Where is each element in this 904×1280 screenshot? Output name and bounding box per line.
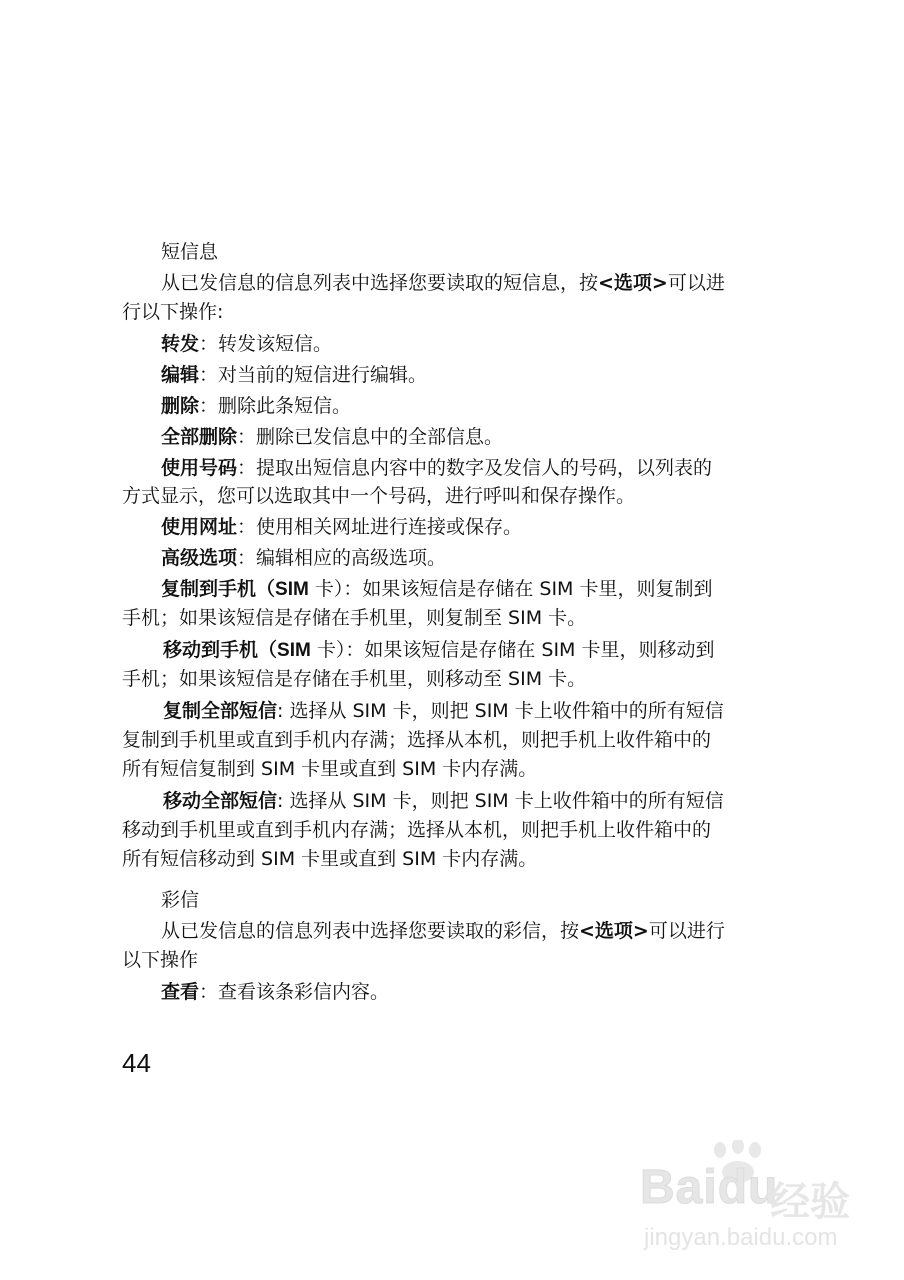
item-text: ：查看该条彩信内容。 — [199, 981, 390, 1003]
item-text: : 选择从 SIM 卡，则把 SIM 卡上收件箱中的所有短信 — [277, 700, 724, 722]
item-use-number — [161, 455, 712, 481]
item-use-number-cont: 方式显示，您可以选取其中一个号码，进行呼叫和保存操作。 — [122, 485, 636, 507]
item-text: 删除已发信息中的全部信息。 — [256, 426, 504, 448]
item-text: 转发该短信。 — [218, 333, 333, 355]
item-label: 删除 — [161, 395, 200, 417]
item-view — [161, 979, 389, 1005]
item-label: 移动全部短信 — [163, 790, 278, 812]
item-label-tail: 卡） — [308, 578, 344, 600]
item-text: 删除此条短信。 — [218, 395, 352, 417]
item-forward — [161, 331, 332, 357]
sms-intro-options: <选项> — [598, 272, 668, 294]
item-text: ：如果该短信是存储在 SIM 卡里，则复制到 — [343, 578, 713, 600]
item-copy-all — [163, 698, 724, 724]
mms-intro-options: <选项> — [579, 920, 649, 942]
item-copy-to-phone — [161, 576, 712, 602]
item-label: 使用号码 — [161, 457, 238, 479]
item-delete — [161, 393, 351, 419]
mms-intro-line2: 以下操作 — [122, 949, 199, 971]
baidu-jingyan-watermark — [640, 1140, 890, 1260]
item-move-to-phone — [163, 637, 714, 663]
item-label-sim: SIM — [275, 579, 309, 600]
item-move-all-cont1: 移动到手机里或直到手机内存满；选择从本机，则把手机上收件箱中的 — [122, 819, 712, 841]
item-copy-all-cont2: 所有短信复制到 SIM 卡里或直到 SIM 卡内存满。 — [122, 758, 538, 780]
mms-heading: 彩信 — [161, 889, 200, 911]
sms-intro-line2: 行以下操作: — [122, 301, 224, 323]
item-text: ：使用相关网址进行连接或保存。 — [237, 516, 523, 538]
item-label-sim: SIM — [277, 640, 311, 661]
sms-intro-text: 从已发信息的信息列表中选择您要读取的短信息，按 — [161, 272, 599, 294]
mms-intro-tail: 可以进行 — [648, 920, 725, 942]
item-move-to-phone-cont: 手机；如果该短信是存储在手机里，则移动至 SIM 卡。 — [122, 668, 587, 690]
item-label: 复制到手机（ — [161, 578, 276, 600]
item-label: 高级选项 — [161, 547, 238, 569]
item-text: 对当前的短信进行编辑。 — [218, 364, 428, 386]
item-label-tail: 卡） — [310, 639, 346, 661]
page-number: 44 — [122, 1048, 151, 1078]
item-text: ：编辑相应的高级选项。 — [237, 547, 447, 569]
item-edit — [161, 362, 427, 388]
item-label: 使用网址 — [161, 516, 238, 538]
item-label: 查看 — [161, 981, 200, 1003]
sms-heading: 短信息 — [161, 241, 219, 263]
item-move-all — [163, 788, 724, 814]
item-text: : 选择从 SIM 卡，则把 SIM 卡上收件箱中的所有短信 — [277, 790, 724, 812]
watermark-logo-cn: 经验 — [770, 1179, 850, 1225]
item-sep: ： — [199, 364, 219, 386]
item-text: ：如果该短信是存储在 SIM 卡里，则移动到 — [345, 639, 715, 661]
item-delete-all — [161, 424, 503, 450]
item-copy-to-phone-cont: 手机；如果该短信是存储在手机里，则复制至 SIM 卡。 — [122, 607, 587, 629]
item-use-url — [161, 514, 522, 540]
item-advanced — [161, 545, 446, 571]
item-sep: ： — [237, 426, 257, 448]
item-sep: ： — [199, 395, 219, 417]
watermark-url: jingyan.baidu.com — [644, 1224, 838, 1251]
item-sep: ： — [199, 333, 219, 355]
item-label: 移动到手机（ — [163, 639, 278, 661]
watermark-logo-text: Baidu — [640, 1161, 779, 1214]
sms-intro-line1 — [161, 270, 725, 296]
item-label: 全部删除 — [161, 426, 238, 448]
mms-intro-line1 — [161, 918, 725, 944]
item-label: 转发 — [161, 333, 200, 355]
sms-intro-tail: 可以进 — [667, 272, 725, 294]
item-move-all-cont2: 所有短信移动到 SIM 卡里或直到 SIM 卡内存满。 — [122, 848, 538, 870]
item-copy-all-cont1: 复制到手机里或直到手机内存满；选择从本机，则把手机上收件箱中的 — [122, 729, 712, 751]
mms-intro-text: 从已发信息的信息列表中选择您要读取的彩信，按 — [161, 920, 580, 942]
item-label: 复制全部短信 — [163, 700, 278, 722]
item-label: 编辑 — [161, 364, 200, 386]
item-text: ：提取出短信息内容中的数字及发信人的号码，以列表的 — [237, 457, 713, 479]
